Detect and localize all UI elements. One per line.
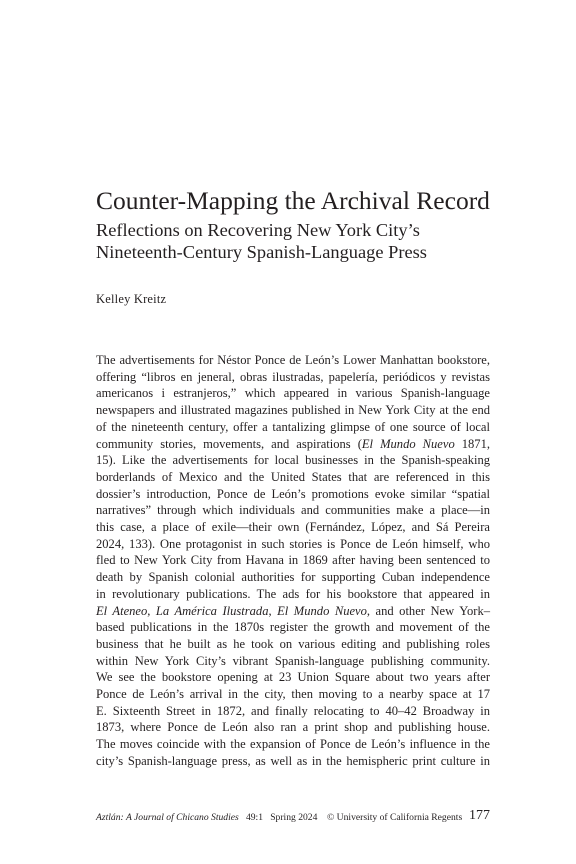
body-line: business that he built as he took on various editing and publishing roles — [96, 636, 490, 651]
body-line: The advertisements for Néstor Ponce de León’s Lower Manhattan bookstore, — [96, 353, 490, 367]
body-line: We see the bookstore opening at 23 Union Square about two years after — [96, 670, 490, 685]
body-line: based publications in the 1870s register the growth and movement of the — [96, 620, 490, 635]
body-line: 1873, where Ponce de León also ran a print shop and publishing house. — [96, 720, 490, 735]
body-line: 2024, 133). One protagonist in such stories is Ponce de León himself, who — [96, 536, 490, 551]
body-line: dossier’s introduction, Ponce de León’s promotions evoke similar “spatial — [96, 486, 490, 501]
journal-name: Aztlán: A Journal of Chicano Studies — [96, 812, 239, 823]
body-line: death by Spanish colonial authorities for supporting Cuban independence — [96, 570, 490, 585]
body-line: city’s Spanish-language press, as well as in the hemispheric print culture in — [96, 753, 490, 768]
subtitle-line-1: Reflections on Recovering New York City’s — [96, 220, 420, 240]
journal-citation — [96, 812, 462, 823]
body-line: americanos i estranjeros,” which appeared in various Spanish-language — [96, 386, 490, 401]
body-line: fled to New York City from Havana in 1869 after having been sentenced to — [96, 553, 490, 568]
copyright-notice: © University of California Regents — [327, 812, 463, 823]
body-text — [96, 352, 490, 770]
body-line: within New York City’s vibrant Spanish-language publishing community. — [96, 653, 490, 668]
journal-season: Spring 2024 — [270, 812, 318, 823]
body-line: of the nineteenth century, offer a tantalizing glimpse of one source of local — [96, 419, 490, 434]
page-number: 177 — [469, 808, 490, 823]
body-line: narratives” through which individuals and communities make a place—in — [96, 503, 490, 518]
body-line: 15). Like the advertisements for local businesses in the Spanish-speaking — [96, 453, 490, 468]
body-line: El Ateneo, La América Ilustrada, El Mundo Nuevo, and other New York– — [96, 603, 490, 618]
body-line: borderlands of Mexico and the United States that are referenced in this — [96, 469, 490, 484]
subtitle-line-2: Nineteenth-Century Spanish-Language Press — [96, 242, 427, 262]
body-line: this case, a place of exile—their own (Fernández, López, and Sá Pereira — [96, 520, 490, 535]
body-line: Ponce de León’s arrival in the city, then moving to a nearby space at 17 — [96, 687, 490, 702]
body-line: The moves coincide with the expansion of Ponce de León’s influence in the — [96, 737, 490, 752]
page-footer — [96, 808, 490, 828]
author-name: Kelley Kreitz — [96, 292, 167, 306]
body-line: in revolutionary publications. The ads for his bookstore that appeared in — [96, 586, 490, 601]
body-line: offering “libros en jeneral, obras ilustradas, papelería, periódicos y revistas — [96, 369, 490, 384]
body-line: community stories, movements, and aspirations (El Mundo Nuevo 1871, — [96, 436, 490, 451]
article-subtitle — [96, 219, 516, 263]
journal-volume: 49:1 — [245, 812, 264, 823]
body-line: E. Sixteenth Street in 1872, and finally relocating to 40–42 Broadway in — [96, 703, 490, 718]
body-line: newspapers and illustrated magazines published in New York City at the end — [96, 403, 490, 418]
article-title: Counter-Mapping the Archival Record — [96, 186, 490, 215]
